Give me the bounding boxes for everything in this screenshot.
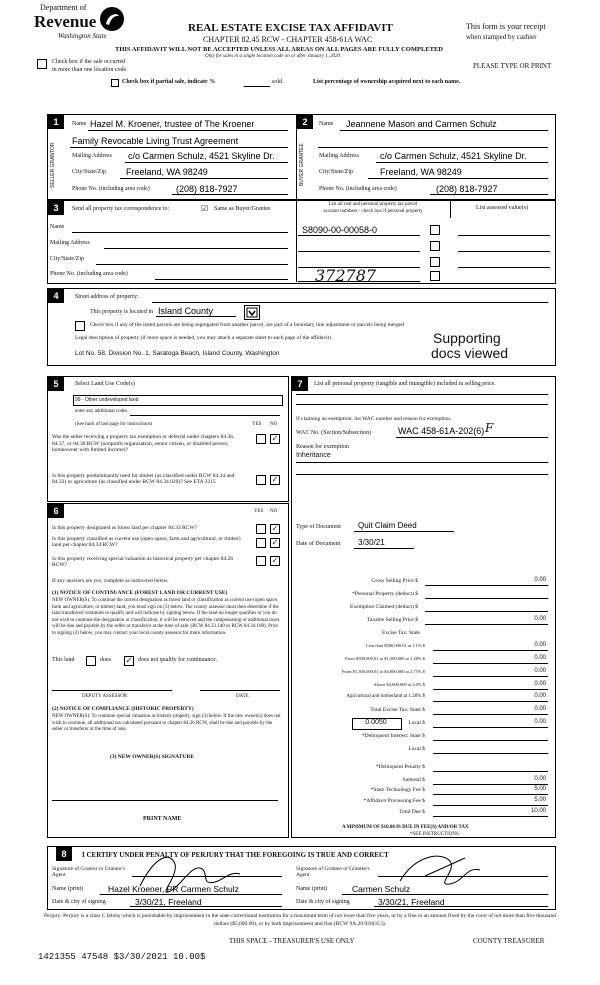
recording-stamp: 1421355 47548 $3/30/2021 10.00$ bbox=[38, 952, 206, 962]
wac-label: WAC No. (Section/Subsection) bbox=[296, 430, 372, 436]
delinquent-penalty-label: *Delinquent Penalty $ bbox=[375, 764, 425, 770]
notice-1-text: NEW OWNER(S): To continue the current designation as forest land or classification as current use (open space, farm and agriculture, or timber) land, you must sign on (3) below. The county assessor must then determine if the land transferred continues to qualify and will indicate by signing below. If the land no longer qualifies or you do not wish to continue the designation or classification, it will be removed and the compensating or additional taxes will be due and payable by the seller or transferor at the time of sale. (RCW 84.33.140 or RCW 84.34.108). Prior to signing (3) below, you may contact your local county assessor for more information. bbox=[52, 598, 280, 636]
section-5-number: 5 bbox=[48, 377, 64, 391]
seller-phone-label: Phone No. (including area code) bbox=[72, 186, 150, 192]
dept-label: Department of bbox=[40, 3, 87, 12]
tier-2-line bbox=[433, 663, 548, 664]
total-due-value[interactable]: 10.00 bbox=[530, 808, 546, 814]
doc-date-underline bbox=[354, 548, 414, 549]
washington-state-label: Washington State bbox=[58, 32, 107, 40]
doc-date-value[interactable]: 3/30/21 bbox=[358, 538, 385, 547]
additional-codes-label: enter any additional codes bbox=[75, 409, 128, 414]
seller-side-label: SELLER GRANTOR bbox=[50, 142, 56, 188]
technology-fee-label: *State Technology Fee $ bbox=[370, 787, 425, 793]
buyer-mailing[interactable]: c/o Carmen Schulz, 4521 Skyline Dr. bbox=[380, 151, 527, 161]
county-underline bbox=[156, 316, 236, 317]
grantor-date-label: Date & city of signing bbox=[52, 899, 106, 905]
parcel-line-2[interactable] bbox=[298, 251, 420, 252]
parcel-1[interactable]: S8090-00-00058-0 bbox=[302, 225, 378, 235]
street-address-label: Street address of property: bbox=[75, 294, 139, 300]
land-use-title: Select Land Use Code(s) bbox=[75, 381, 135, 387]
buyer-city-underline bbox=[368, 178, 548, 179]
affidavit-fee-label: *Affidavit Processing Fee $ bbox=[363, 798, 425, 804]
section-4-number: 4 bbox=[48, 289, 64, 303]
section-2-number: 2 bbox=[297, 115, 313, 129]
wac-value[interactable]: WAC 458-61A-202(6) bbox=[398, 426, 485, 436]
personal-property-line-2[interactable] bbox=[296, 404, 548, 405]
s6-q1-no[interactable]: ✓ bbox=[271, 524, 279, 533]
notice-1-title: (1) NOTICE OF CONTINUANCE (FOREST LAND OR CURRENT USE) bbox=[52, 590, 228, 596]
tier-2-label: From $500,000.01 to $1,500,000 at 1.28% $ bbox=[345, 656, 425, 661]
grantee-name[interactable]: Carmen Schulz bbox=[352, 884, 411, 894]
tier-2-value[interactable]: 0.00 bbox=[534, 655, 546, 661]
grantee-name-label: Name (print) bbox=[296, 886, 328, 892]
segregated-label: Check box if any of the listed parcels are being segregated from another parcel, are part of a boundary line adjustment or parcels being merged bbox=[90, 322, 405, 328]
s5-no-header: NO bbox=[270, 422, 278, 427]
affidavit-fee-line bbox=[433, 805, 548, 806]
grantor-signature-label: Signature of Grantor or Grantor's Agent bbox=[52, 866, 126, 878]
seller-name-label: Name bbox=[72, 121, 87, 127]
local-label: Local $ bbox=[408, 720, 425, 726]
buyer-mailing-underline bbox=[376, 162, 548, 163]
parcel-3-personal-checkbox[interactable] bbox=[430, 257, 440, 267]
seller-city-underline bbox=[120, 178, 288, 179]
s6-q1-yes[interactable] bbox=[256, 524, 266, 534]
partial-sale-percent-line[interactable] bbox=[244, 86, 270, 87]
buyer-side-label: BUYER GRANTEE bbox=[299, 143, 305, 187]
wac-intro: If claiming an exemption, list WAC number and reason for exemption. bbox=[296, 416, 452, 422]
delinquent-penalty-line[interactable] bbox=[433, 771, 548, 772]
s5-q1-yes[interactable] bbox=[256, 434, 266, 444]
grantee-signature-label: Signature of Grantee or Grantee's Agent bbox=[296, 866, 370, 878]
certify-statement: I CERTIFY UNDER PENALTY OF PERJURY THAT THE FOREGOING IS TRUE AND CORRECT bbox=[82, 851, 389, 859]
warning-text: THIS AFFIDAVIT WILL NOT BE ACCEPTED UNLESS ALL AREAS ON ALL PAGES ARE FULLY COMPLETED bbox=[115, 46, 443, 53]
s6-q3-yes[interactable] bbox=[256, 556, 266, 566]
assessor-date-label: DATE bbox=[236, 694, 249, 699]
taxable-line bbox=[425, 624, 548, 625]
tier-3-line bbox=[433, 676, 548, 677]
seller-phone[interactable]: (208) 818-7927 bbox=[176, 184, 238, 194]
buyer-phone-underline bbox=[430, 194, 548, 195]
buyer-phone[interactable]: (208) 818-7927 bbox=[436, 184, 498, 194]
buyer-mailing-label: Mailing Address bbox=[319, 153, 359, 159]
excise-state-label: Excise Tax: State bbox=[381, 630, 420, 636]
additional-codes-line[interactable] bbox=[130, 415, 280, 416]
county-label: This property is located in bbox=[90, 309, 153, 315]
technology-fee-line bbox=[433, 794, 548, 795]
parcel-line-4[interactable] bbox=[298, 281, 420, 282]
new-owner-signature-line[interactable] bbox=[52, 800, 278, 801]
agricultural-label: Agricultural and timberland at 1.28% $ bbox=[346, 694, 425, 699]
s6-q2-no[interactable]: ✓ bbox=[271, 538, 279, 547]
deputy-assessor-label: DEPUTY ASSESSOR bbox=[82, 694, 128, 699]
buyer-name[interactable]: Jeannene Mason and Carmen Schulz bbox=[346, 119, 497, 129]
s5-yes-header: YES bbox=[252, 422, 262, 427]
parcel-2-personal-checkbox[interactable] bbox=[430, 241, 440, 251]
seller-city-label: City/State/Zip bbox=[72, 169, 106, 175]
subtotal-value[interactable]: 0.00 bbox=[534, 776, 546, 782]
section-6-number: 6 bbox=[48, 504, 64, 518]
local-value[interactable]: 0.00 bbox=[534, 719, 546, 725]
revenue-logo-text: Revenue bbox=[34, 12, 97, 31]
form-chapter: CHAPTER 82.45 RCW - CHAPTER 458-61A WAC bbox=[203, 35, 373, 44]
only-for-sales-text: Only for sales in a single location code on or after January 1, 2020. bbox=[205, 54, 342, 59]
total-due-line bbox=[433, 816, 548, 817]
multi-location-checkbox[interactable] bbox=[37, 59, 47, 69]
grantee-date-underline bbox=[374, 906, 548, 907]
buyer-city-label: City/State/Zip bbox=[319, 169, 353, 175]
county-value[interactable]: Island County bbox=[158, 306, 214, 316]
county-treasurer-label: COUNTY TREASURER bbox=[473, 937, 545, 945]
doc-type-underline bbox=[354, 531, 454, 532]
multi-location-label-2: in more than one location code. bbox=[52, 67, 128, 73]
segregated-checkbox[interactable] bbox=[75, 321, 85, 331]
section-6-box bbox=[47, 503, 289, 838]
s6-q2-yes[interactable] bbox=[256, 538, 266, 548]
tier-4-value[interactable]: 0.00 bbox=[534, 681, 546, 687]
parcel-4-personal-checkbox[interactable] bbox=[430, 271, 440, 281]
buyer-name-underline bbox=[340, 130, 548, 131]
s3-phone-label: Phone No. (including area code) bbox=[50, 271, 128, 277]
gross-label: Gross Selling Price $ bbox=[371, 578, 418, 584]
personal-property-deduct-label: *Personal Property (deduct) $ bbox=[352, 591, 418, 597]
partial-sale-checkbox[interactable] bbox=[111, 79, 119, 87]
tier-1-value[interactable]: 0.00 bbox=[534, 642, 546, 648]
notice-2-title: (2) NOTICE OF COMPLIANCE (HISTORIC PROPERTY) bbox=[52, 706, 194, 712]
seller-phone-underline bbox=[172, 194, 288, 195]
section-1-number: 1 bbox=[48, 115, 64, 129]
tier-3-label: From $1,500,000.01 to $3,000,000 at 2.75% $ bbox=[341, 669, 425, 674]
minimum-due-note: A MINIMUM OF $10.00 IS DUE IN FEE(S) AND/OR TAX bbox=[342, 825, 469, 830]
ownership-list-label: List percentage of ownership acquired next to each name. bbox=[313, 79, 461, 85]
land-use-code: 99 - Other undeveloped land bbox=[75, 397, 139, 403]
subtotal-line bbox=[433, 784, 548, 785]
tier-1-label: Less than $500,000.01 at 1.1% $ bbox=[366, 643, 425, 648]
personal-property-title: List all personal property (tangible and intangible) included in selling price. bbox=[314, 381, 496, 387]
form-title: REAL ESTATE EXCISE TAX AFFIDAVIT bbox=[188, 22, 393, 34]
gross-value[interactable]: 0.00 bbox=[534, 577, 546, 583]
section-3-number: 3 bbox=[48, 201, 64, 215]
section-7-number: 7 bbox=[292, 377, 308, 391]
buyer-city[interactable]: Freeland, WA 98249 bbox=[380, 167, 462, 177]
seller-name-underline-1 bbox=[88, 130, 288, 131]
gross-line bbox=[425, 585, 548, 586]
parcel-1-personal-checkbox[interactable] bbox=[430, 225, 440, 235]
delinquent-local-label: Local $ bbox=[408, 746, 425, 752]
s6-no-header: NO bbox=[270, 509, 278, 514]
local-rate: 0.0050 bbox=[365, 719, 387, 726]
seller-name-underline-2 bbox=[70, 147, 288, 148]
affidavit-fee-value[interactable]: 5.00 bbox=[534, 797, 546, 803]
seller-mailing-label: Mailing Address bbox=[72, 153, 112, 159]
doc-type-label: Type of Document bbox=[296, 524, 341, 530]
perjury-notice: Perjury: Perjury is a class C felony which is punishable by imprisonment in the state correctional institution for a maximum term of not more than five years, or by a fine in an amount fixed by the court of not more than five thousand dollars ($5,000.00), or by both imprisonment and fine (RCW 9A.20.020(1C)). bbox=[44, 913, 556, 927]
grantee-name-underline bbox=[342, 894, 548, 895]
personal-property-line-1[interactable] bbox=[296, 394, 548, 395]
same-as-buyer-checkbox[interactable]: ☑ bbox=[201, 204, 209, 213]
assessed-header: List assessed value(s) bbox=[476, 205, 528, 211]
please-type-label: PLEASE TYPE OR PRINT bbox=[473, 62, 552, 70]
wac-handwritten-letter: F bbox=[485, 421, 494, 435]
parcel-line-1 bbox=[298, 235, 420, 236]
buyer-name-label: Name bbox=[319, 121, 334, 127]
deputy-assessor-line[interactable] bbox=[52, 690, 172, 691]
s3-name-label: Name bbox=[50, 224, 65, 230]
total-state-value[interactable]: 0.00 bbox=[534, 706, 546, 712]
s3-city-line[interactable] bbox=[96, 264, 288, 265]
seller-name-line-1[interactable]: Hazel M. Kroener, trustee of The Kroener bbox=[90, 119, 255, 129]
reason-line-2[interactable] bbox=[296, 474, 548, 475]
s3-city-label: City/State/Zip bbox=[50, 256, 84, 262]
total-state-line bbox=[433, 714, 548, 715]
agricultural-value[interactable]: 0.00 bbox=[534, 693, 546, 699]
see-back-note: (See back of last page for instructions) bbox=[75, 422, 153, 427]
parcel-header-1: List all real and personal property tax parcel bbox=[328, 202, 418, 207]
doc-type-value[interactable]: Quit Claim Deed bbox=[358, 521, 417, 530]
delinquent-state-line[interactable] bbox=[433, 740, 548, 741]
buyer-phone-label: Phone No. (including area code) bbox=[319, 186, 397, 192]
revenue-logo-icon bbox=[99, 6, 125, 32]
receipt-note-2: when stamped by cashier bbox=[466, 33, 537, 41]
seller-name-line-2[interactable]: Family Revocable Living Trust Agreement bbox=[72, 136, 239, 146]
same-as-buyer-label: Same as Buyer/Grantee bbox=[214, 206, 271, 212]
parcel-header-divider bbox=[450, 200, 451, 218]
taxable-label: Taxable Selling Price $ bbox=[366, 617, 418, 623]
handwritten-number: 372787 bbox=[315, 266, 377, 285]
grantor-name[interactable]: Hazel Kroener, PR Carmen Schulz bbox=[108, 884, 239, 894]
does-checkbox[interactable] bbox=[86, 656, 96, 666]
tier-4-line bbox=[433, 689, 548, 690]
buyer-name-underline-2 bbox=[318, 147, 548, 148]
does-label: does bbox=[100, 657, 111, 663]
parcel-header-2: account numbers - check box if personal property bbox=[323, 209, 423, 214]
s6-yes-header: YES bbox=[254, 509, 264, 514]
county-dropdown-icon[interactable] bbox=[244, 305, 260, 320]
s3-phone-line[interactable] bbox=[155, 279, 288, 280]
this-land-label: This land bbox=[52, 657, 75, 663]
assessed-line-3[interactable] bbox=[458, 267, 550, 268]
taxable-value[interactable]: 0.00 bbox=[534, 616, 546, 622]
assessed-line-1[interactable] bbox=[458, 235, 550, 236]
grantor-date[interactable]: 3/30/21, Freeland bbox=[135, 897, 202, 907]
s5-q1-no[interactable]: ✓ bbox=[271, 434, 279, 443]
assessor-date-line[interactable] bbox=[200, 690, 280, 691]
reason-line-1 bbox=[296, 462, 548, 463]
s3-divider bbox=[296, 200, 297, 282]
seller-city[interactable]: Freeland, WA 98249 bbox=[126, 167, 208, 177]
s5-question-2: Is this property predominantly used for timber (as classified under RCW 84.34 and 84.33) or agriculture (as classified under RCW 84.34.020)? See ETA 3215 bbox=[52, 473, 235, 485]
grantor-name-underline bbox=[100, 894, 282, 895]
tier-4-label: Above $3,000,000 at 3.0% $ bbox=[373, 682, 425, 687]
grantee-date[interactable]: 3/30/21, Freeland bbox=[378, 897, 445, 907]
street-address-line[interactable] bbox=[152, 302, 548, 303]
s6-question-1: Is this property designated as forest land per chapter 84.33 RCW? bbox=[52, 525, 197, 531]
s5-q2-no[interactable]: ✓ bbox=[271, 475, 279, 484]
send-correspondence-label: Send all property tax correspondence to: bbox=[72, 206, 170, 212]
partial-sale-label: Check box if partial sale, indicate % bbox=[122, 79, 216, 85]
agricultural-line bbox=[433, 701, 548, 702]
s5-question-1: Was the seller receiving a property tax exemption or deferral under chapters 84.36, 84.37, or 84.38 RCW (nonprofit organization, senior citizen, or disabled person, homeowner with limited income)? bbox=[52, 434, 235, 453]
section-8-number: 8 bbox=[56, 847, 72, 861]
see-instructions-note: *SEE INSTRUCTIONS bbox=[410, 832, 459, 837]
does-not-checkbox[interactable]: ✓ bbox=[125, 656, 133, 665]
grantor-name-label: Name (print) bbox=[52, 886, 84, 892]
subtotal-label: Subtotal $ bbox=[402, 777, 425, 783]
sold-label: sold. bbox=[272, 79, 284, 85]
tier-1-line bbox=[433, 650, 548, 651]
s3-mailing-line[interactable] bbox=[104, 248, 288, 249]
notice-2-text: NEW OWNER(S): To continue special valuation as historic property, sign (3) below. If the new owner(s) does not wish to continue, all additional tax calculated pursuant to chapter 84.26 RCW, shall be due and payable by the seller or transferor at the time of sale. bbox=[52, 714, 281, 733]
reason-label: Reason for exemption bbox=[296, 444, 349, 450]
multi-location-label-1: Check box if the sale occurred bbox=[52, 59, 126, 65]
exemption-deduct-line[interactable] bbox=[425, 611, 548, 612]
legal-description-text[interactable]: Lot No. 58, Division No. 1, Saratoga Beach, Island County, Washington bbox=[75, 350, 280, 357]
new-owner-signature-title: (3) NEW OWNER(S) SIGNATURE bbox=[110, 754, 194, 760]
s3-mailing-label: Mailing Address bbox=[50, 240, 90, 246]
does-not-label: does not qualify for continuance. bbox=[138, 657, 218, 663]
reason-value[interactable]: Inheritance bbox=[296, 452, 331, 459]
wac-underline bbox=[396, 437, 548, 438]
s5-q2-yes[interactable] bbox=[256, 475, 266, 485]
legal-description-label: Legal description of property (if more space is needed, you may attach a separate sheet to each page of the affidavit) bbox=[75, 335, 331, 341]
assessed-line-2[interactable] bbox=[458, 251, 550, 252]
grantor-date-underline bbox=[130, 906, 282, 907]
personal-property-deduct-line[interactable] bbox=[425, 598, 548, 599]
delinquent-local-line[interactable] bbox=[433, 753, 548, 754]
supporting-stamp: Supporting bbox=[433, 330, 501, 346]
local-line bbox=[433, 727, 548, 728]
doc-date-label: Date of Document bbox=[296, 541, 341, 547]
delinquent-state-label: *Delinquent Interest: State $ bbox=[361, 733, 425, 739]
s6-question-3: Is this property receiving special valuation as historical property per chapter 84.26 RCW? bbox=[52, 556, 234, 568]
seller-mailing[interactable]: c/o Carmen Schulz, 4521 Skyline Dr. bbox=[128, 151, 275, 161]
total-due-label: Total Due $ bbox=[399, 809, 425, 815]
s6-q3-no[interactable]: ✓ bbox=[271, 556, 279, 565]
tier-3-value[interactable]: 0.00 bbox=[534, 668, 546, 674]
s6-question-2: Is this property classified as current use (open space, farm and agricultural, or timber) land per chapter 84.34 RCW? bbox=[52, 536, 241, 548]
if-yes-note: If any answers are yes, complete as instructed below. bbox=[52, 578, 169, 584]
grantee-date-label: Date & city of signing bbox=[296, 899, 350, 905]
treasurer-space-label: THIS SPACE - TREASURER'S USE ONLY bbox=[229, 937, 355, 945]
s3-name-line[interactable] bbox=[72, 232, 288, 233]
exemption-deduct-label: Exemption Claimed (deduct) $ bbox=[350, 604, 418, 610]
receipt-note-1: This form is your receipt bbox=[466, 22, 546, 31]
seller-mailing-underline bbox=[125, 162, 288, 163]
technology-fee-value[interactable]: 5.00 bbox=[534, 786, 546, 792]
docs-viewed-stamp: docs viewed bbox=[431, 345, 509, 361]
print-name-label: PRINT NAME bbox=[143, 816, 182, 822]
total-state-label: Total Excise Tax: State $ bbox=[370, 707, 425, 713]
